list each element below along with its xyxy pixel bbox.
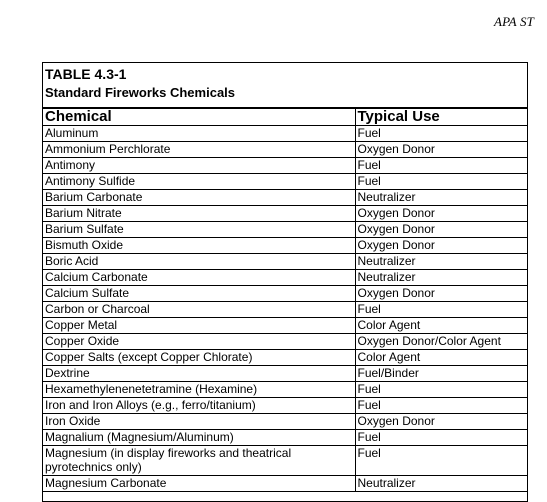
typical-use-cell: Fuel (355, 158, 528, 174)
table-row (43, 174, 528, 190)
chemical-cell: Antimony Sulfide (43, 174, 355, 190)
chemical-cell: Boric Acid (43, 254, 355, 270)
chemical-cell: Calcium Carbonate (43, 270, 355, 286)
running-header: APA ST (494, 14, 535, 29)
typical-use-cell: Fuel (355, 446, 528, 476)
typical-use-cell: Oxygen Donor (355, 414, 528, 430)
table-title: TABLE 4.3-1 (45, 66, 127, 82)
typical-use-cell: Oxygen Donor (355, 238, 528, 254)
table-row (43, 398, 528, 414)
chemical-cell: Dextrine (43, 366, 355, 382)
chemical-cell: Antimony (43, 158, 355, 174)
table-row (43, 158, 528, 174)
typical-use-cell: Neutralizer (355, 476, 528, 492)
table-row (43, 366, 528, 382)
table-row (43, 446, 528, 476)
table-body (43, 126, 528, 492)
chemical-cell: Iron and Iron Alloys (e.g., ferro/titanium) (43, 398, 355, 414)
typical-use-cell: Neutralizer (355, 270, 528, 286)
typical-use-cell: Oxygen Donor (355, 142, 528, 158)
chemical-cell: Carbon or Charcoal (43, 302, 355, 318)
table-header-row (43, 108, 528, 126)
typical-use-cell: Neutralizer (355, 190, 528, 206)
chemical-cell: Bismuth Oxide (43, 238, 355, 254)
typical-use-cell: Oxygen Donor (355, 286, 528, 302)
table-row (43, 222, 528, 238)
table-row (43, 238, 528, 254)
table-row (43, 270, 528, 286)
table-row (43, 286, 528, 302)
chemical-cell: Magnalium (Magnesium/Aluminum) (43, 430, 355, 446)
chemical-cell: Barium Nitrate (43, 206, 355, 222)
chemical-cell: Ammonium Perchlorate (43, 142, 355, 158)
chemical-cell: Magnesium Carbonate (43, 476, 355, 492)
chemical-cell: Calcium Sulfate (43, 286, 355, 302)
table-row (43, 318, 528, 334)
chemical-cell: Copper Metal (43, 318, 355, 334)
fireworks-chemicals-table (43, 107, 528, 492)
table-row (43, 302, 528, 318)
table-row (43, 350, 528, 366)
typical-use-cell: Fuel (355, 398, 528, 414)
typical-use-cell: Oxygen Donor (355, 222, 528, 238)
table-row (43, 254, 528, 270)
table-row (43, 382, 528, 398)
typical-use-cell: Fuel (355, 126, 528, 142)
chemical-cell: Aluminum (43, 126, 355, 142)
chemical-cell: Hexamethylenenetetramine (Hexamine) (43, 382, 355, 398)
typical-use-cell: Fuel (355, 174, 528, 190)
chemical-cell: Copper Oxide (43, 334, 355, 350)
table-row (43, 142, 528, 158)
column-header-typical-use: Typical Use (355, 108, 528, 126)
typical-use-cell: Fuel (355, 430, 528, 446)
table-subtitle: Standard Fireworks Chemicals (45, 85, 236, 100)
typical-use-cell: Fuel/Binder (355, 366, 528, 382)
table-row (43, 476, 528, 492)
typical-use-cell: Neutralizer (355, 254, 528, 270)
typical-use-cell: Color Agent (355, 318, 528, 334)
chemical-cell: Copper Salts (except Copper Chlorate) (43, 350, 355, 366)
column-header-chemical: Chemical (43, 108, 355, 126)
table-row (43, 206, 528, 222)
table-row (43, 430, 528, 446)
table-row (43, 334, 528, 350)
table-row (43, 126, 528, 142)
chemical-cell: Iron Oxide (43, 414, 355, 430)
typical-use-cell: Oxygen Donor/Color Agent (355, 334, 528, 350)
chemical-cell: Barium Carbonate (43, 190, 355, 206)
typical-use-cell: Fuel (355, 382, 528, 398)
chemical-cell: Barium Sulfate (43, 222, 355, 238)
table-row (43, 190, 528, 206)
table-row (43, 414, 528, 430)
typical-use-cell: Fuel (355, 302, 528, 318)
typical-use-cell: Oxygen Donor (355, 206, 528, 222)
typical-use-cell: Color Agent (355, 350, 528, 366)
chemical-cell: Magnesium (in display fireworks and theatrical pyrotechnics only) (43, 446, 355, 476)
